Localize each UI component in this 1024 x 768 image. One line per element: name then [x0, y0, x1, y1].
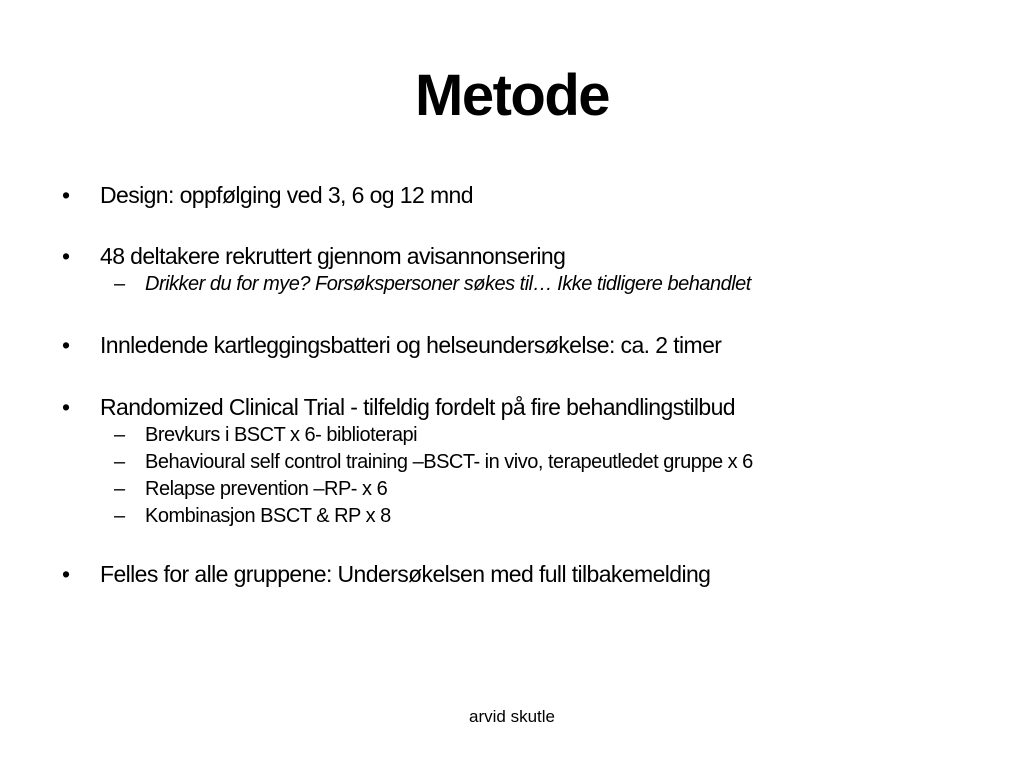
bullet-mark: •: [62, 182, 70, 208]
sub-bullet-text: Brevkurs i BSCT x 6- biblioterapi: [145, 424, 418, 446]
sub-bullet-mark: –: [114, 424, 125, 446]
sub-bullet-text: Kombinasjon BSCT & RP x 8: [145, 505, 391, 527]
slide-title: Metode: [415, 63, 609, 128]
bullet-text: Innledende kartleggingsbatteri og helseundersøkelse: ca. 2 timer: [100, 332, 722, 358]
bullet-text: Design: oppfølging ved 3, 6 og 12 mnd: [100, 182, 473, 208]
sub-bullet-text: Behavioural self control training –BSCT- in vivo, terapeutledet gruppe x 6: [145, 451, 753, 473]
bullet-mark: •: [62, 561, 70, 587]
sub-bullet-mark: –: [114, 478, 125, 500]
sub-bullet-text: Relapse prevention –RP- x 6: [145, 478, 388, 500]
bullet-mark: •: [62, 332, 70, 358]
sub-bullet-mark: –: [114, 273, 125, 295]
sub-bullet-mark: –: [114, 505, 125, 527]
bullet-text: Felles for alle gruppene: Undersøkelsen med full tilbakemelding: [100, 561, 711, 587]
bullet-text: Randomized Clinical Trial - tilfeldig fordelt på fire behandlingstilbud: [100, 394, 735, 420]
sub-bullet-text: Drikker du for mye? Forsøkspersoner søkes til… Ikke tidligere behandlet: [145, 273, 751, 295]
bullet-mark: •: [62, 394, 70, 420]
sub-bullet-mark: –: [114, 451, 125, 473]
slide-footer: arvid skutle: [469, 707, 555, 726]
bullet-text: 48 deltakere rekruttert gjennom avisannonsering: [100, 243, 566, 269]
bullet-mark: •: [62, 243, 70, 269]
